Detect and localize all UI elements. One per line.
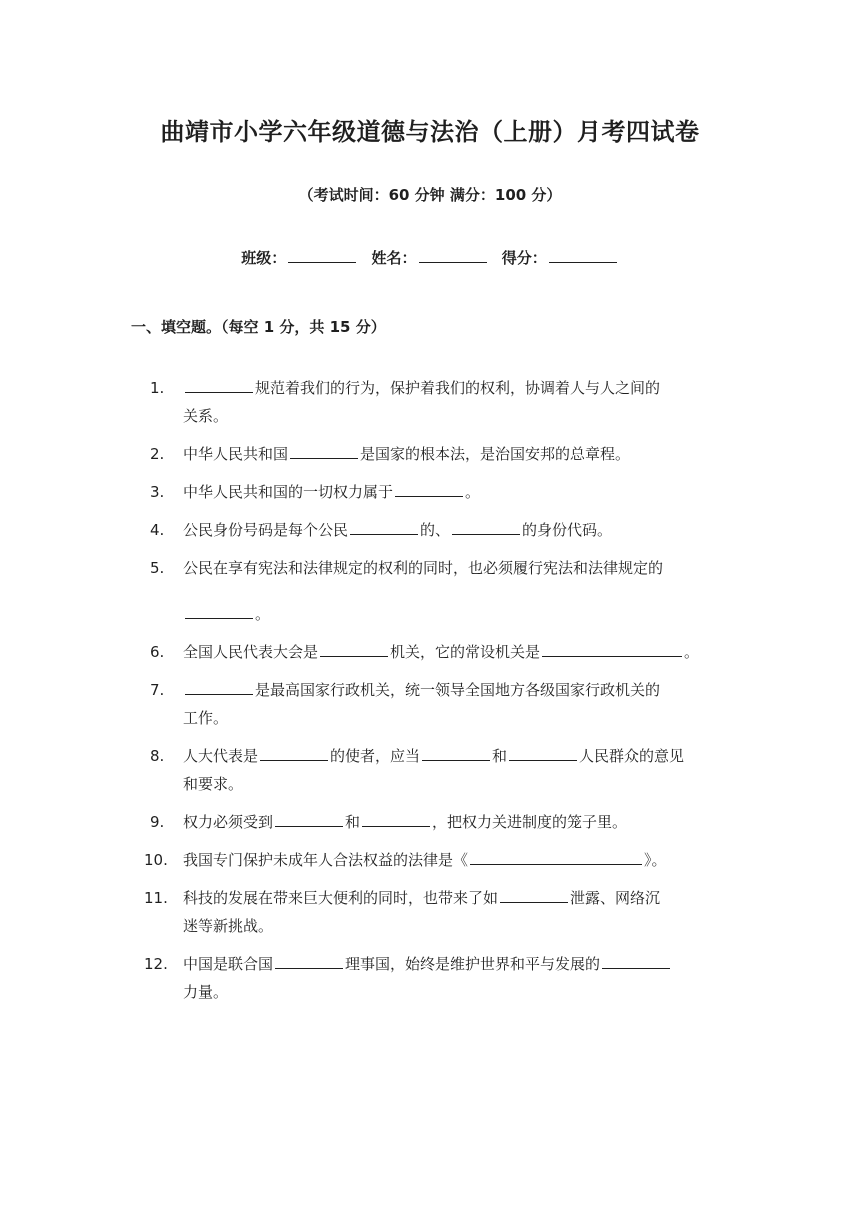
question-continuation <box>183 600 740 628</box>
question-text: 泄露、网络沉 <box>570 889 661 907</box>
class-blank[interactable] <box>288 246 356 263</box>
question-item <box>150 554 740 628</box>
question-text: 。 <box>465 483 481 501</box>
question-text: 人民群众的意见 <box>579 747 685 765</box>
question-text: 我国专门保护未成年人合法权益的法律是《 <box>183 851 469 869</box>
question-text: 机关，它的常设机关是 <box>390 643 541 661</box>
question-number: 6. <box>150 643 165 661</box>
question-text: 力量。 <box>183 983 229 1001</box>
question-number: 5. <box>150 559 165 577</box>
question-text: 中华人民共和国 <box>183 445 289 463</box>
question-text: ，把权力关进制度的笼子里。 <box>432 813 628 831</box>
answer-blank[interactable] <box>500 886 568 903</box>
question-text: 和 <box>492 747 508 765</box>
question-number: 10. <box>144 851 168 869</box>
question-item <box>150 676 740 732</box>
answer-blank[interactable] <box>422 744 490 761</box>
question-number: 7. <box>150 681 165 699</box>
question-list <box>144 374 740 1016</box>
question-item <box>150 638 740 666</box>
question-text: 工作。 <box>183 709 229 727</box>
question-text: 科技的发展在带来巨大便利的同时，也带来了如 <box>183 889 499 907</box>
score-blank[interactable] <box>549 246 617 263</box>
answer-blank[interactable] <box>185 602 253 619</box>
question-text: 》。 <box>644 851 667 869</box>
answer-blank[interactable] <box>602 952 670 969</box>
question-item <box>150 478 740 506</box>
score-label: 得分： <box>501 249 547 267</box>
question-text: 的使者，应当 <box>330 747 421 765</box>
answer-blank[interactable] <box>350 518 418 535</box>
question-item <box>144 884 740 940</box>
question-text: 和要求。 <box>183 775 244 793</box>
answer-blank[interactable] <box>185 376 253 393</box>
question-number: 11. <box>144 889 168 907</box>
question-number: 12. <box>144 955 168 973</box>
question-text: 和 <box>345 813 361 831</box>
question-text: 理事国，始终是维护世界和平与发展的 <box>345 955 601 973</box>
class-field <box>241 249 363 267</box>
question-text: 人大代表是 <box>183 747 259 765</box>
question-text: 中华人民共和国的一切权力属于 <box>183 483 394 501</box>
class-label: 班级： <box>241 249 287 267</box>
answer-blank[interactable] <box>320 640 388 657</box>
question-text: 。 <box>684 643 700 661</box>
name-label: 姓名： <box>371 249 417 267</box>
answer-blank[interactable] <box>260 744 328 761</box>
question-item <box>150 374 740 430</box>
answer-blank[interactable] <box>470 848 642 865</box>
question-item <box>150 742 740 798</box>
answer-blank[interactable] <box>290 442 358 459</box>
question-text: 的身份代码。 <box>522 521 613 539</box>
section-header-fill-blank: 一、填空题。（每空 1 分，共 15 分） <box>131 318 386 336</box>
answer-blank[interactable] <box>185 678 253 695</box>
exam-subtitle: （考试时间：60 分钟 满分：100 分） <box>298 186 562 204</box>
name-blank[interactable] <box>419 246 487 263</box>
question-text: 公民在享有宪法和法律规定的权利的同时，也必须履行宪法和法律规定的 <box>183 559 664 577</box>
question-item <box>144 950 740 1006</box>
question-item <box>150 516 740 544</box>
question-text: 公民身份号码是每个公民 <box>183 521 349 539</box>
question-text: 是最高国家行政机关，统一领导全国地方各级国家行政机关的 <box>255 681 661 699</box>
student-info-line <box>0 246 860 268</box>
question-text: 的、 <box>420 521 451 539</box>
question-text: 迷等新挑战。 <box>183 917 274 935</box>
question-text: 权力必须受到 <box>183 813 274 831</box>
question-text: 。 <box>255 605 271 623</box>
question-text: 全国人民代表大会是 <box>183 643 319 661</box>
question-text: 规范着我们的行为，保护着我们的权利，协调着人与人之间的 <box>255 379 661 397</box>
answer-blank[interactable] <box>452 518 520 535</box>
answer-blank[interactable] <box>509 744 577 761</box>
question-text: 中国是联合国 <box>183 955 274 973</box>
question-item <box>150 440 740 468</box>
answer-blank[interactable] <box>275 952 343 969</box>
question-number: 1. <box>150 379 165 397</box>
question-item <box>144 846 740 874</box>
question-text: 是国家的根本法，是治国安邦的总章程。 <box>360 445 631 463</box>
score-field <box>502 249 619 267</box>
question-number: 4. <box>150 521 165 539</box>
question-number: 2. <box>150 445 165 463</box>
answer-blank[interactable] <box>395 480 463 497</box>
question-number: 3. <box>150 483 165 501</box>
question-number: 8. <box>150 747 165 765</box>
name-field <box>371 249 493 267</box>
question-item <box>150 808 740 836</box>
question-text: 关系。 <box>183 407 229 425</box>
exam-title: 曲靖市小学六年级道德与法治（上册）月考四试卷 <box>160 117 700 146</box>
answer-blank[interactable] <box>275 810 343 827</box>
answer-blank[interactable] <box>542 640 682 657</box>
question-number: 9. <box>150 813 165 831</box>
answer-blank[interactable] <box>362 810 430 827</box>
